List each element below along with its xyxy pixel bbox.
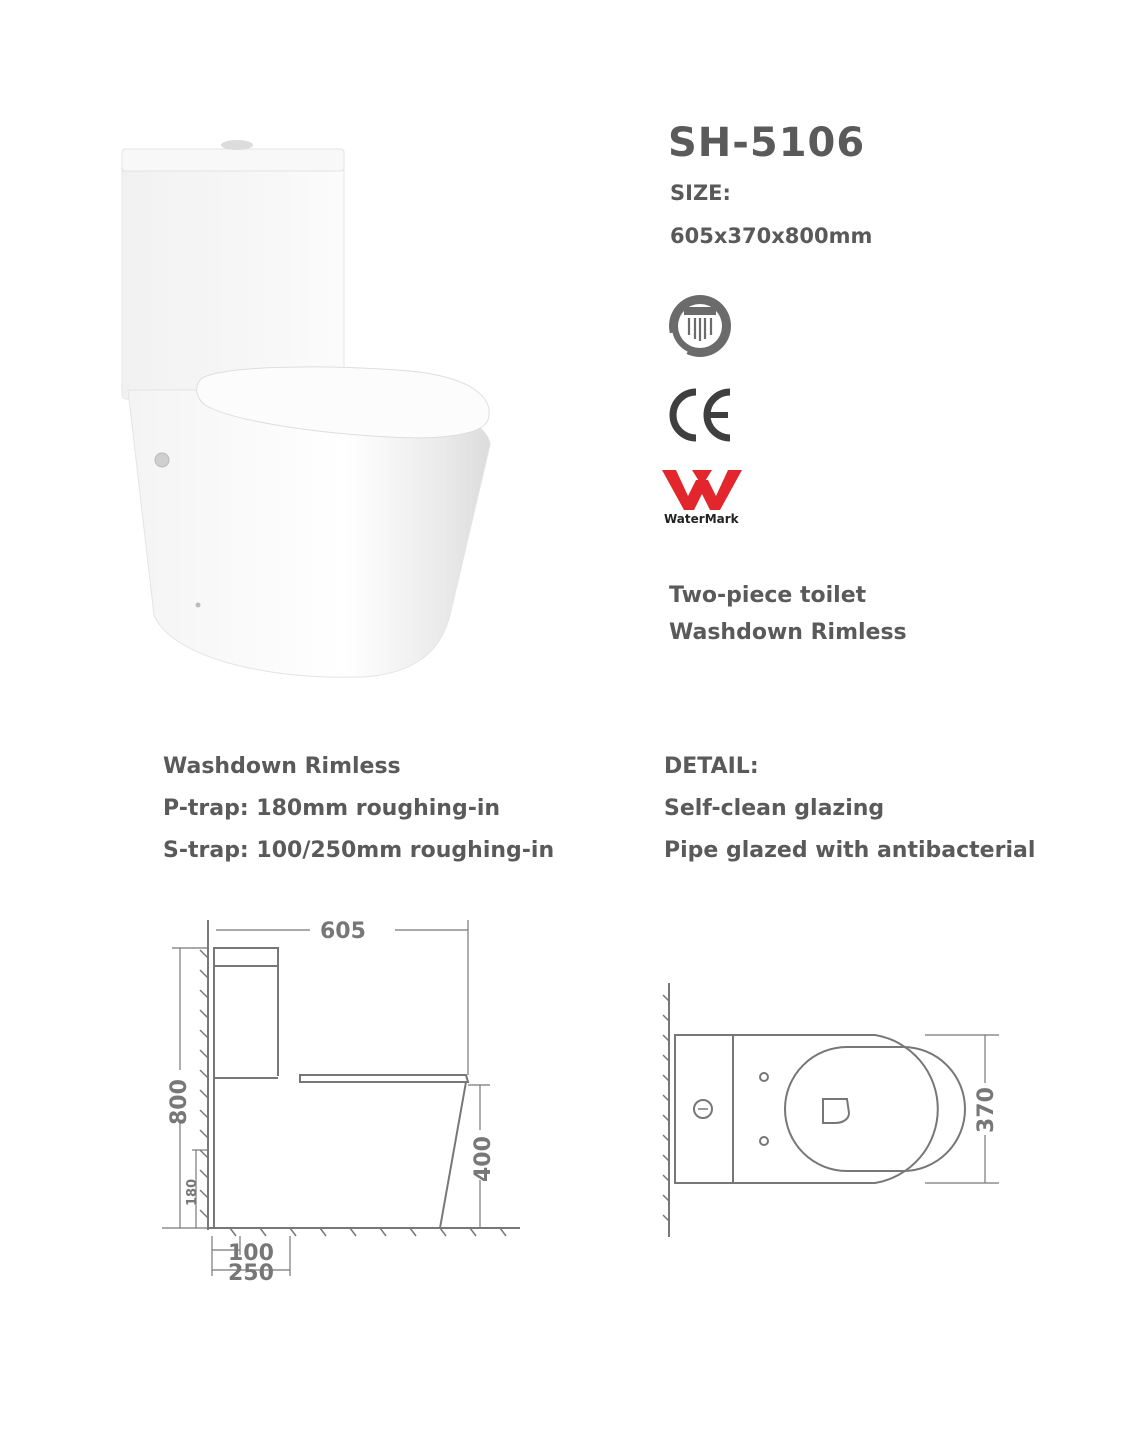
depth-dimension-label: 370 (974, 1087, 999, 1133)
detail-line-1: Self-clean glazing (664, 796, 885, 821)
width-dimension-label: 605 (320, 919, 366, 944)
toilet-photo-illustration (110, 135, 510, 680)
height-dimension-label: 800 (167, 1079, 192, 1125)
ce-mark-icon (666, 386, 736, 444)
detail-line-2: Pipe glazed with antibacterial (664, 838, 1036, 863)
strap-near-dimension-label: 100 (228, 1241, 274, 1266)
type-line-1: Two-piece toilet (669, 583, 867, 608)
strap-far-dimension-label: 250 (228, 1261, 274, 1286)
product-photo (110, 135, 510, 680)
model-title: SH-5106 (668, 120, 866, 166)
spec-left-3: S-trap: 100/250mm roughing-in (163, 838, 555, 863)
seat-height-dimension-label: 400 (471, 1136, 496, 1182)
spec-left-2: P-trap: 180mm roughing-in (163, 796, 501, 821)
watermark-logo-text: WaterMark (664, 512, 739, 526)
size-value: 605x370x800mm (670, 224, 873, 248)
ptrap-dimension-label: 180 (185, 1178, 200, 1206)
size-label: SIZE: (670, 181, 731, 205)
watermark-logo-icon (660, 466, 744, 528)
detail-title: DETAIL: (664, 754, 759, 779)
type-line-2: Washdown Rimless (669, 620, 907, 645)
top-view-drawing (655, 975, 1015, 1245)
side-view-drawing (150, 910, 530, 1290)
spec-left-1: Washdown Rimless (163, 754, 401, 779)
drain-certification-icon (667, 293, 733, 359)
